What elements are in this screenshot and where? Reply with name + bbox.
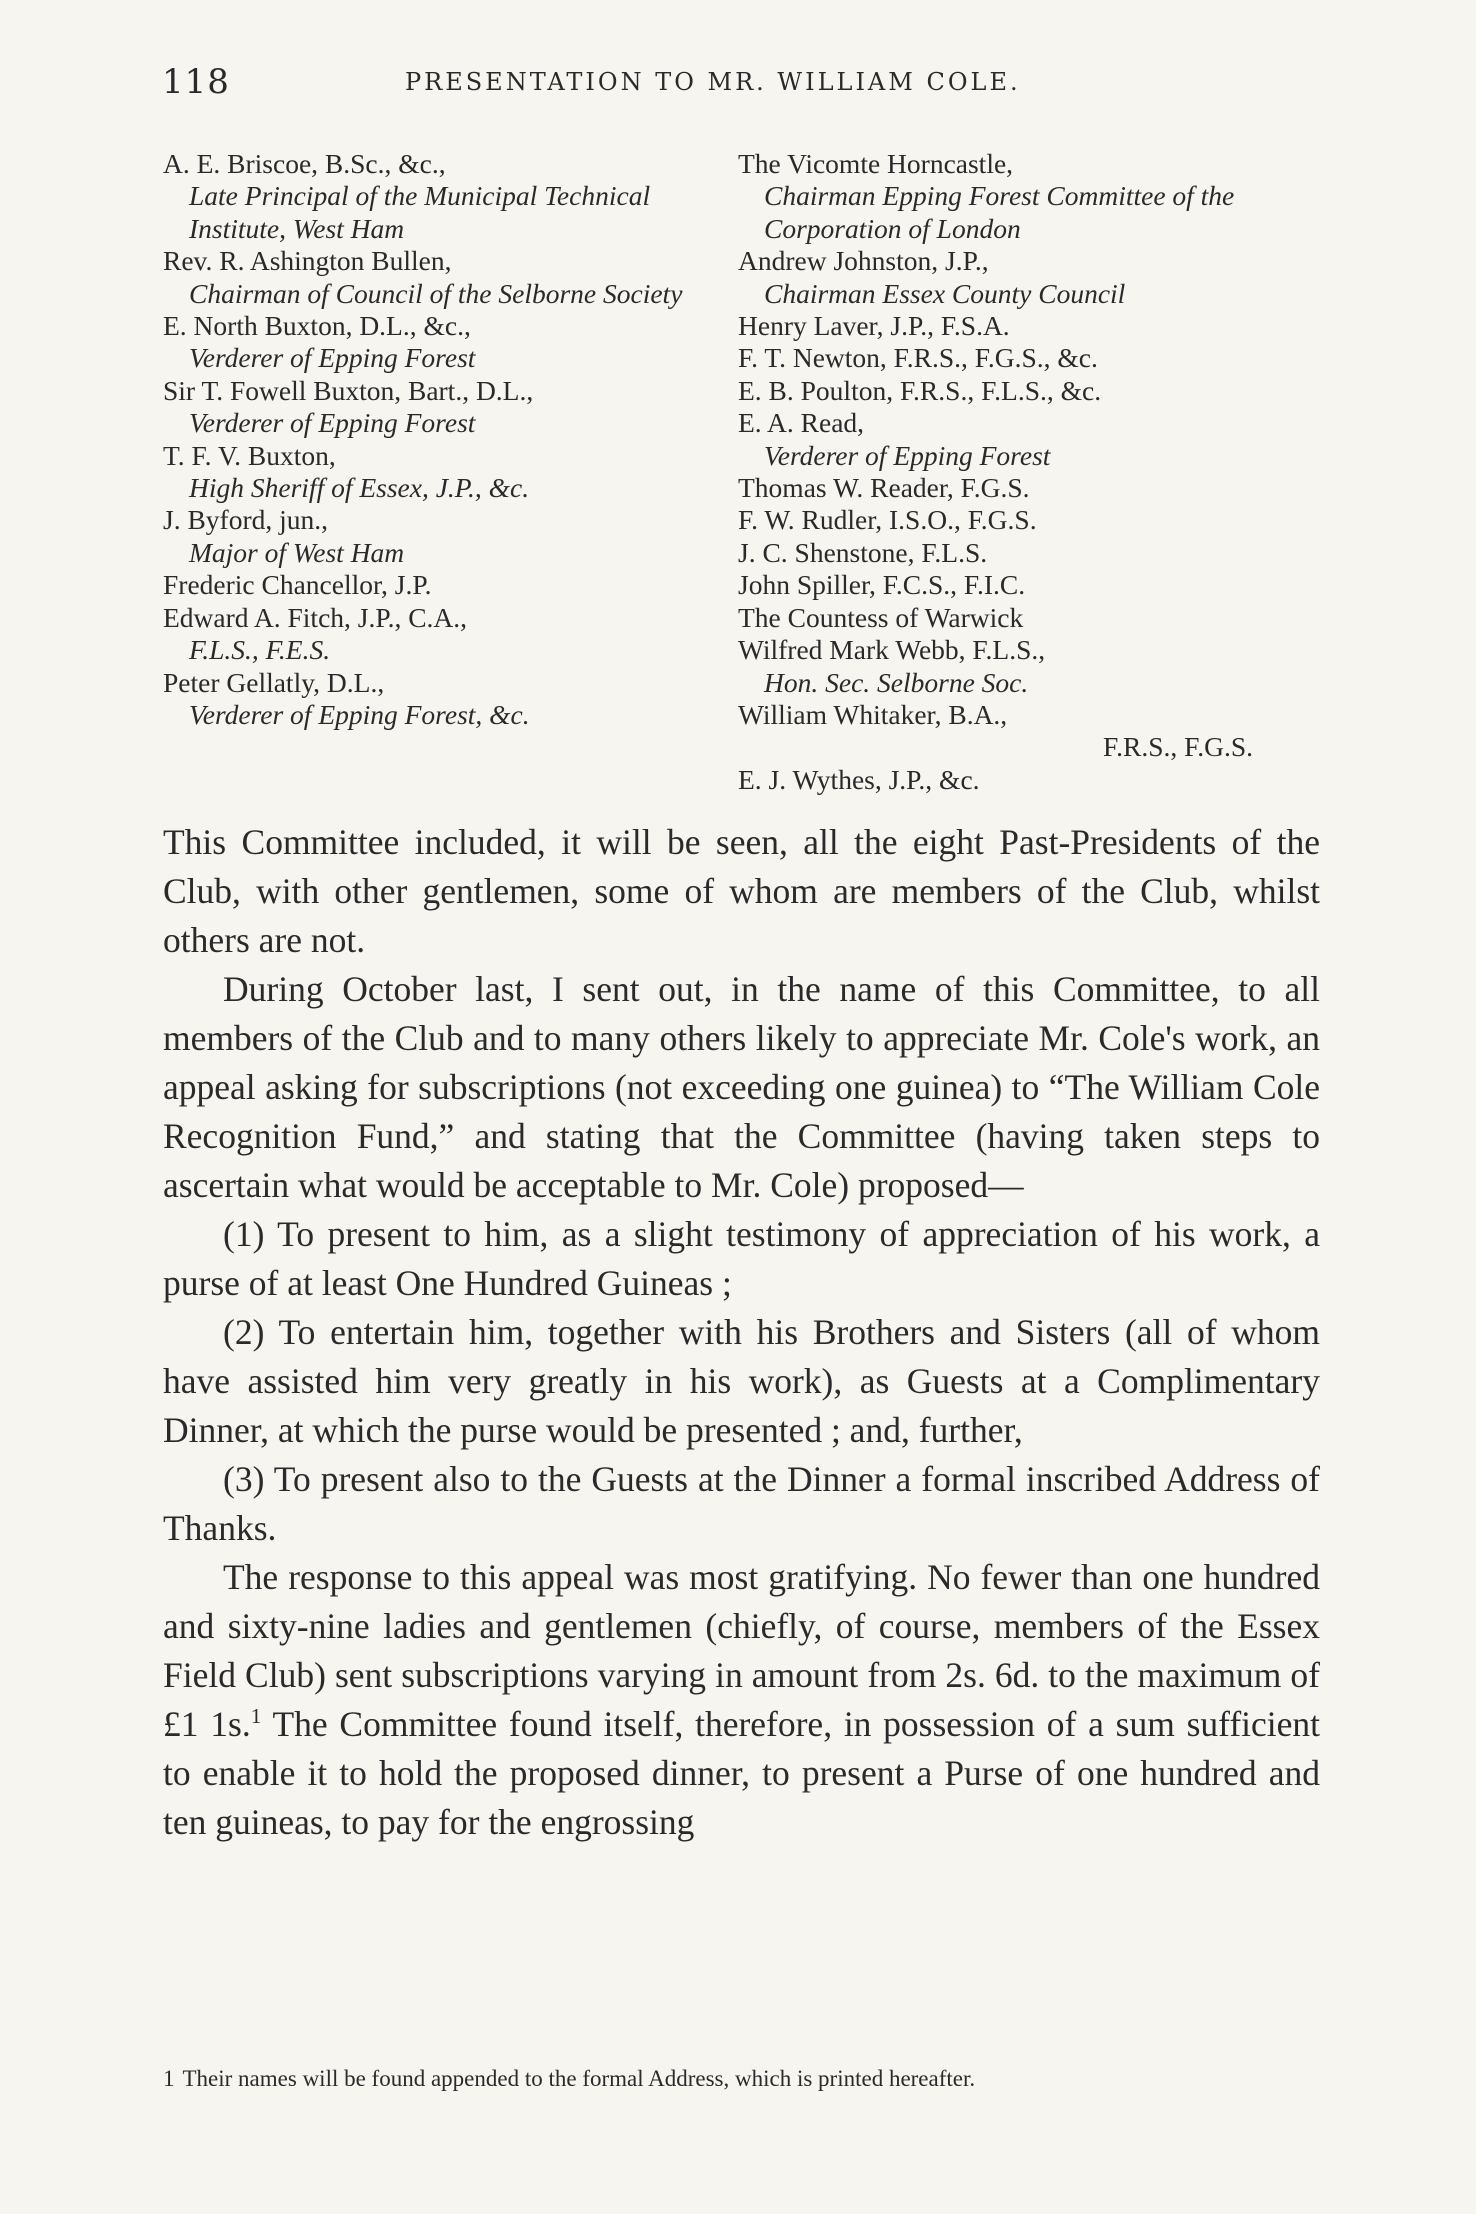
committee-member: [163, 440, 683, 505]
committee-column-left: [163, 148, 683, 731]
committee-member: [163, 375, 683, 440]
committee-member: [738, 310, 1328, 342]
member-title: Major of West Ham: [189, 536, 405, 568]
committee-member: [738, 472, 1328, 504]
committee-member: [738, 245, 1328, 310]
committee-member: [738, 569, 1328, 601]
committee-member: [163, 667, 683, 732]
body-text: [163, 818, 1320, 1847]
member-title: Verderer of Epping Forest: [189, 342, 476, 374]
committee-member: [738, 375, 1328, 407]
committee-member: [163, 148, 683, 245]
member-name: F. W. Rudler, I.S.O., F.G.S.: [738, 504, 1037, 536]
member-name: William Whitaker, B.A.,: [738, 698, 1008, 730]
paragraph-6-text: The response to this appeal was most gratifying. No fewer than one hundred and sixty-nine ladies and gentlemen (chiefly, of course, members of the Essex Field Club) sent subscriptions varying in amount from 2s. 6d. to the maximum of £1 1s.: [163, 1557, 1320, 1744]
member-name: Wilfred Mark Webb, F.L.S.,: [738, 634, 1046, 666]
paragraph-1: This Committee included, it will be seen, all the eight Past-Presidents of the Club, with other gentlemen, some of whom are members of the Club, whilst others are not.: [163, 822, 1320, 960]
paragraph-4: (2) To entertain him, together with his Brothers and Sisters (all of whom have assisted him very greatly in his work), as Guests at a Complimentary Dinner, at which the purse would be presented ; and, further,: [163, 1312, 1320, 1450]
paragraph-3: (1) To present to him, as a slight testimony of appreciation of his work, a purse of at least One Hundred Guineas ;: [163, 1214, 1320, 1303]
committee-member: [738, 764, 1328, 796]
member-title: Hon. Sec. Selborne Soc.: [764, 666, 1029, 698]
committee-member: [738, 148, 1328, 245]
paragraph-6-continued: The Committee found itself, therefore, in possession of a sum sufficient to enable it to hold the proposed dinner, to present a Purse of one hundred and ten guineas, to pay for the engrossing: [163, 1704, 1320, 1842]
member-name: E. B. Poulton, F.R.S., F.L.S., &c.: [738, 374, 1102, 406]
committee-member: [738, 634, 1328, 699]
committee-member: [738, 699, 1328, 764]
member-title: F.R.S., F.G.S.: [1103, 731, 1253, 763]
committee-member: [738, 602, 1328, 634]
committee-member: [163, 602, 683, 667]
running-title: PRESENTATION TO MR. WILLIAM COLE.: [405, 68, 1021, 96]
member-name: E. J. Wythes, J.P., &c.: [738, 763, 980, 795]
member-title: F.L.S., F.E.S.: [189, 634, 331, 666]
member-name: John Spiller, F.C.S., F.I.C.: [738, 569, 1026, 601]
committee-member: [163, 569, 683, 601]
committee-member: [738, 537, 1328, 569]
page-number: 118: [162, 62, 230, 102]
member-name: Andrew Johnston, J.P.,: [738, 245, 989, 277]
member-title: High Sheriff of Essex, J.P., &c.: [189, 472, 530, 504]
member-name: Edward A. Fitch, J.P., C.A.,: [163, 601, 468, 633]
committee-member: [163, 245, 683, 310]
paragraph-2: During October last, I sent out, in the name of this Committee, to all members of the Club and to many others likely to appreciate Mr. Cole's work, an appeal asking for subscriptions (not exceeding one guinea) to “The William Cole Recognition Fund,” and stating that the Committee (having taken steps to ascertain what would be acceptable to Mr. Cole) proposed—: [163, 969, 1320, 1205]
member-name: Peter Gellatly, D.L.,: [163, 666, 385, 698]
member-title: Chairman Epping Forest Committee of the Corporation of London: [764, 180, 1235, 244]
page-header: [0, 62, 1476, 112]
member-name: A. E. Briscoe, B.Sc., &c.,: [163, 148, 446, 179]
paragraph-5: (3) To present also to the Guests at the Dinner a formal inscribed Address of Thanks.: [163, 1459, 1320, 1548]
member-name: J. Byford, jun.,: [163, 504, 328, 536]
paragraph-6: [163, 1553, 1320, 1847]
committee-column-right: [738, 148, 1328, 796]
footnote-text: Their names will be found appended to the formal Address, which is printed hereafter.: [182, 2066, 976, 2091]
member-name: Sir T. Fowell Buxton, Bart., D.L.,: [163, 374, 534, 406]
member-title: Late Principal of the Municipal Technical Institute, West Ham: [189, 180, 651, 244]
member-name: T. F. V. Buxton,: [163, 439, 336, 471]
member-name: Henry Laver, J.P., F.S.A.: [738, 310, 1010, 342]
footnote-number: 1: [163, 2066, 175, 2091]
member-name: E. North Buxton, D.L., &c.,: [163, 310, 471, 342]
committee-member: [163, 504, 683, 569]
committee-member: [163, 310, 683, 375]
member-name: Rev. R. Ashington Bullen,: [163, 245, 452, 277]
member-title: Verderer of Epping Forest, &c.: [189, 698, 530, 730]
member-name: Thomas W. Reader, F.G.S.: [738, 472, 1030, 504]
member-name: J. C. Shenstone, F.L.S.: [738, 536, 988, 568]
committee-member: [738, 407, 1328, 472]
member-name: The Countess of Warwick: [738, 601, 1024, 633]
member-name: E. A. Read,: [738, 407, 865, 439]
member-name: F. T. Newton, F.R.S., F.G.S., &c.: [738, 342, 1098, 374]
member-name: The Vicomte Horncastle,: [738, 148, 1014, 179]
committee-member: [738, 342, 1328, 374]
member-title: Chairman Essex County Council: [764, 277, 1126, 309]
member-title: Chairman of Council of the Selborne Society: [189, 277, 683, 309]
member-name: Frederic Chancellor, J.P.: [163, 569, 432, 601]
committee-member: [738, 504, 1328, 536]
member-title: Verderer of Epping Forest: [189, 407, 476, 439]
footnote-ref: 1: [250, 1704, 262, 1729]
footnote: [163, 2064, 1320, 2093]
member-title: Verderer of Epping Forest: [764, 439, 1051, 471]
